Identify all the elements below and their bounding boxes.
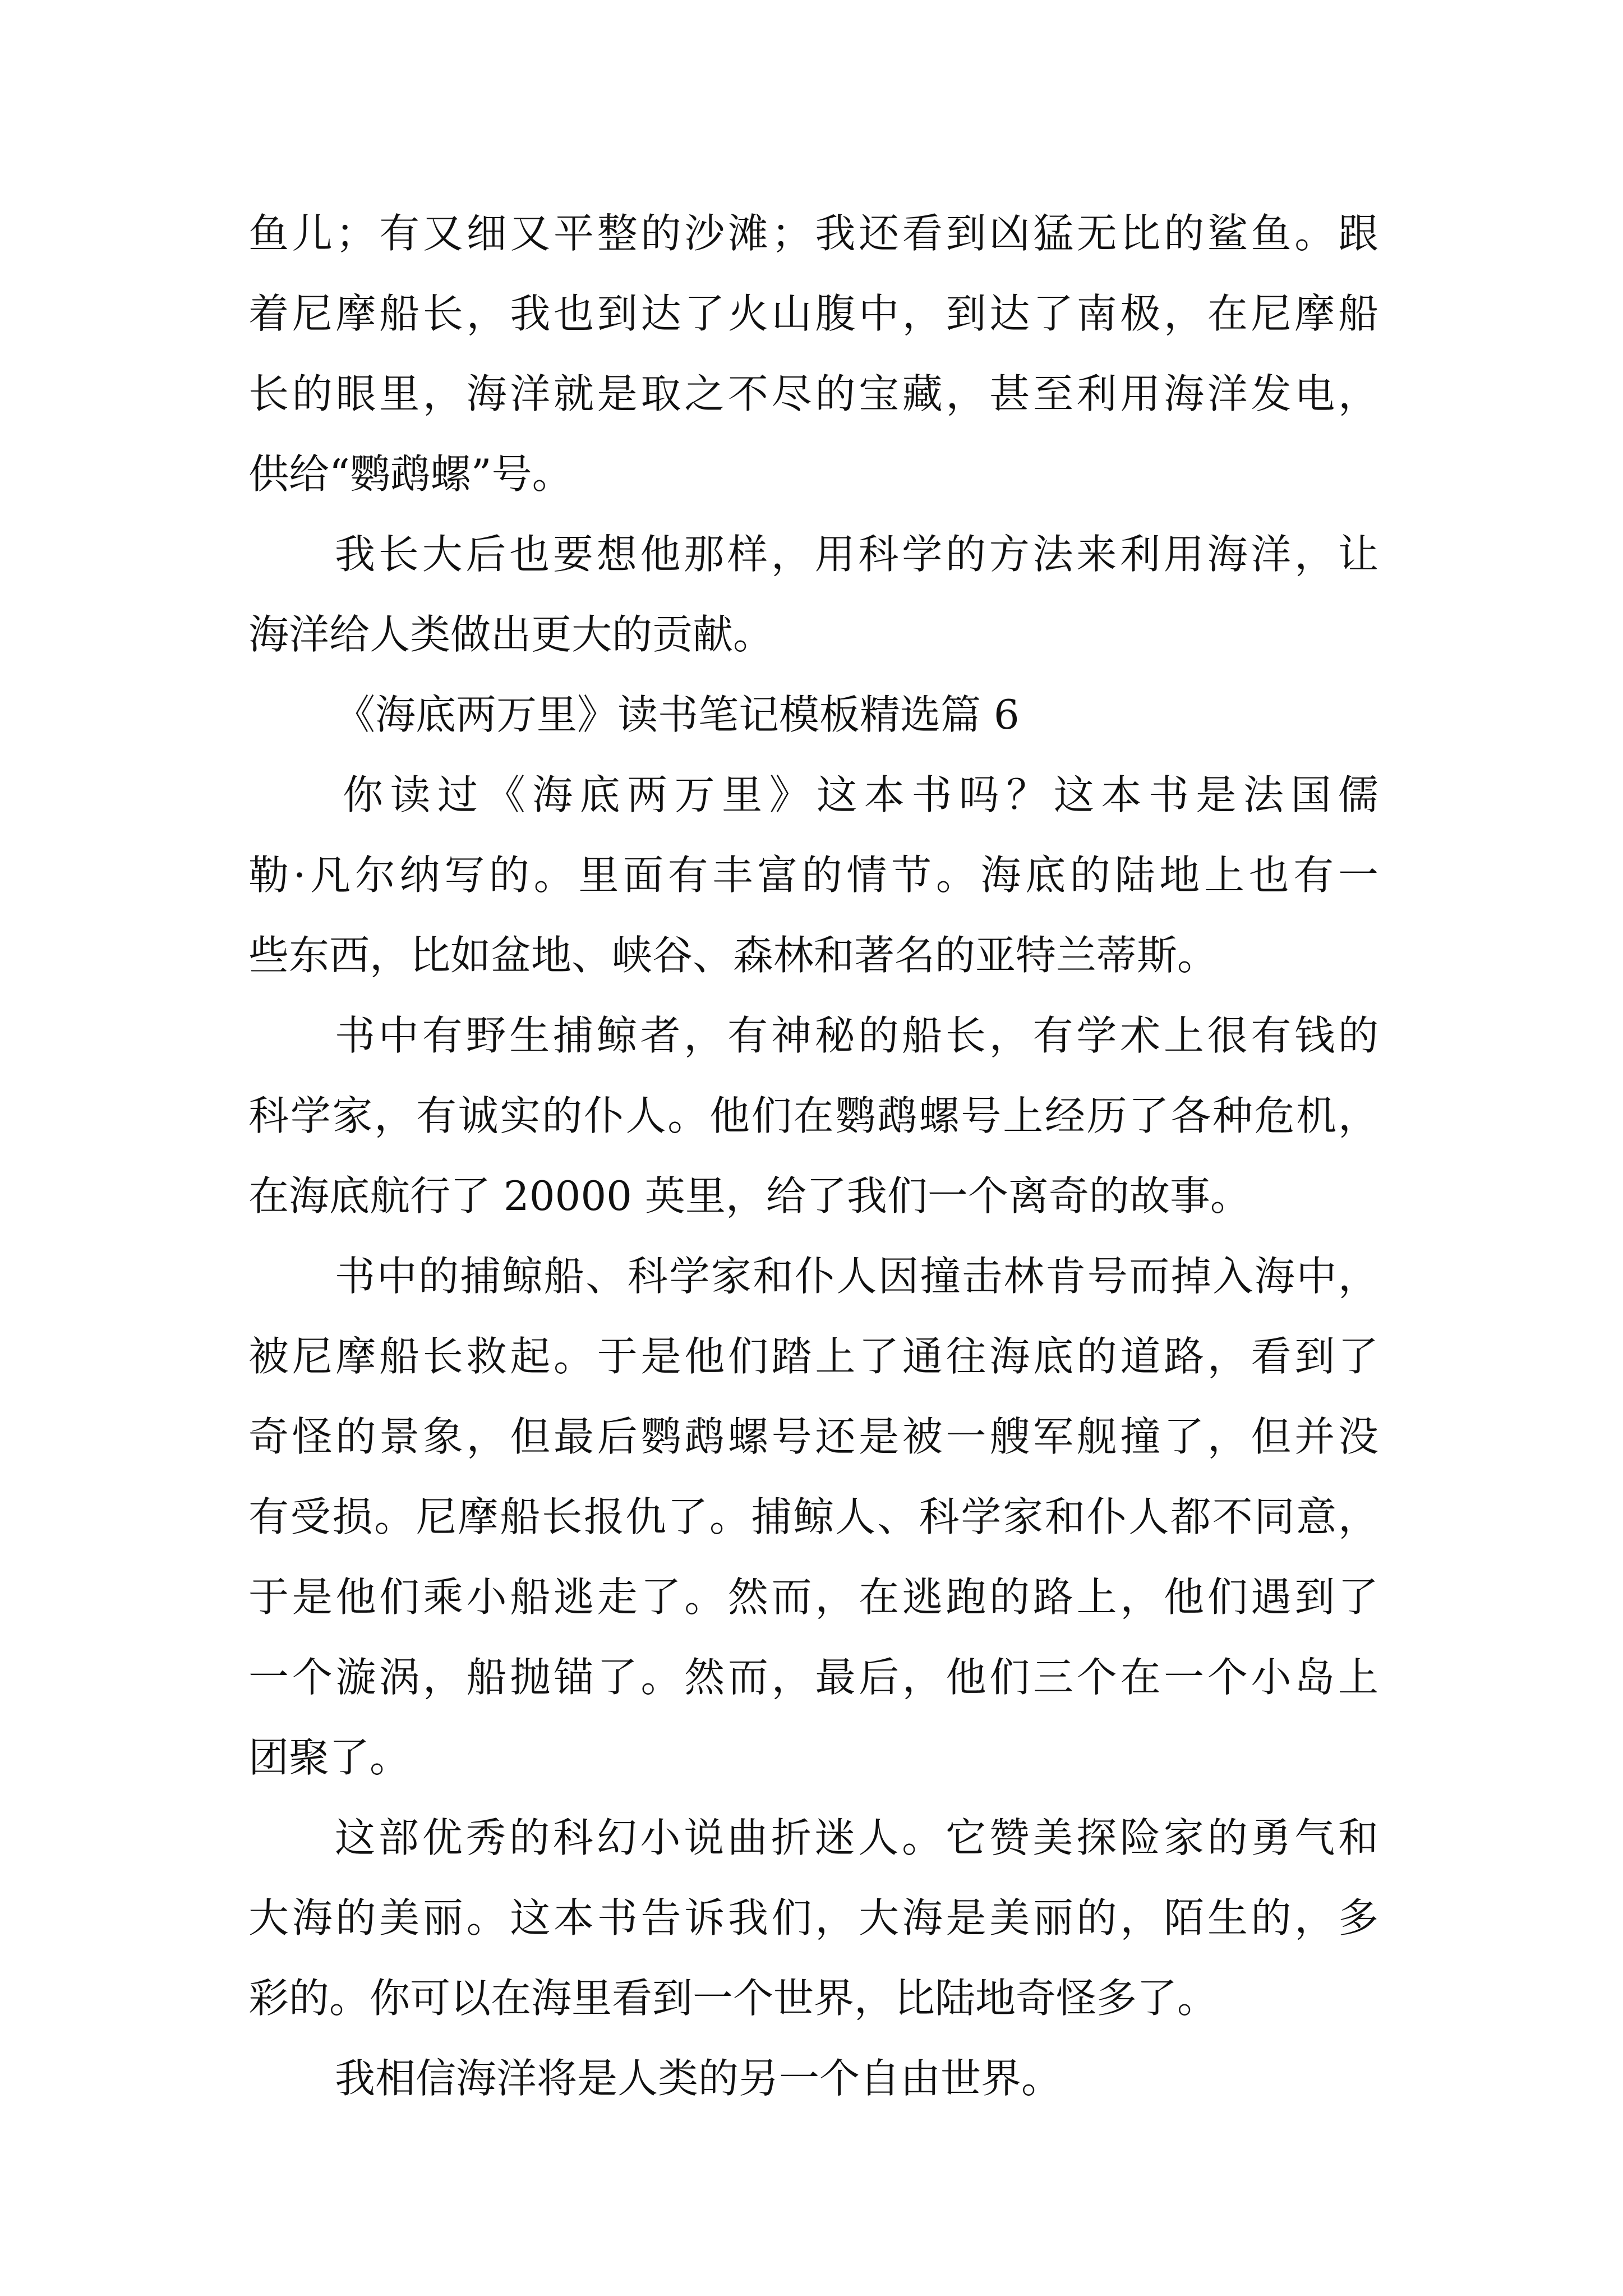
text-line: 大海的美丽。这本书告诉我们，大海是美丽的，陌生的，多 [248, 1894, 1378, 1941]
text-line: 一个漩涡，船抛锚了。然而，最后，他们三个在一个小岛上 [248, 1654, 1378, 1701]
section-heading [248, 675, 1378, 755]
paragraph [248, 996, 1378, 1236]
paragraph [248, 514, 1378, 675]
text-line: 你读过《海底两万里》这本书吗？这本书是法国儒 [343, 771, 1378, 818]
document-body [248, 194, 1378, 2119]
text-line: 于是他们乘小船逃走了。然而，在逃跑的路上，他们遇到了 [248, 1573, 1378, 1621]
text-line: 海洋给人类做出更大的贡献。 [248, 611, 774, 658]
text-line: 被尼摩船长救起。于是他们踏上了通往海底的道路，看到了 [248, 1333, 1378, 1380]
text-line: 供给“鹦鹉螺”号。 [248, 450, 573, 498]
text-line: 着尼摩船长，我也到达了火山腹中，到达了南极，在尼摩船 [248, 290, 1378, 337]
text-line: 彩的。你可以在海里看到一个世界，比陆地奇怪多了。 [248, 1975, 1218, 2022]
text-line: 长的眼里，海洋就是取之不尽的宝藏，甚至利用海洋发电， [248, 370, 1378, 417]
text-line: 科学家，有诚实的仆人。他们在鹦鹉螺号上经历了各种危机， [248, 1092, 1378, 1139]
text-line: 鱼儿；有又细又平整的沙滩；我还看到凶猛无比的鲨鱼。跟 [248, 210, 1378, 257]
text-line: 勒·凡尔纳写的。里面有丰富的情节。海底的陆地上也有一 [248, 852, 1378, 899]
text-line: 奇怪的景象，但最后鹦鹉螺号还是被一艘军舰撞了，但并没 [248, 1413, 1378, 1460]
text-line: 在海底航行了 20000 英里，给了我们一个离奇的故事。 [248, 1172, 1251, 1220]
text-line: 我相信海洋将是人类的另一个自由世界。 [335, 2055, 1062, 2102]
text-line: 些东西，比如盆地、峡谷、森林和著名的亚特兰蒂斯。 [248, 932, 1218, 979]
text-line: 书中有野生捕鲸者，有神秘的船长，有学术上很有钱的 [335, 1012, 1378, 1059]
paragraph [248, 194, 1378, 514]
paragraph [248, 1798, 1378, 2039]
text-line: 书中的捕鲸船、科学家和仆人因撞击林肯号而掉入海中， [335, 1253, 1378, 1300]
paragraph [248, 1236, 1378, 1798]
text-line: 我长大后也要想他那样，用科学的方法来利用海洋，让 [335, 531, 1378, 578]
text-line: 团聚了。 [248, 1734, 411, 1781]
paragraph [248, 755, 1378, 996]
paragraph [248, 2039, 1378, 2119]
section-title: 《海底两万里》读书笔记模板精选篇 6 [335, 691, 1020, 738]
text-line: 这部优秀的科幻小说曲折迷人。它赞美探险家的勇气和 [335, 1814, 1378, 1861]
text-line: 有受损。尼摩船长报仇了。捕鲸人、科学家和仆人都不同意， [248, 1493, 1378, 1540]
